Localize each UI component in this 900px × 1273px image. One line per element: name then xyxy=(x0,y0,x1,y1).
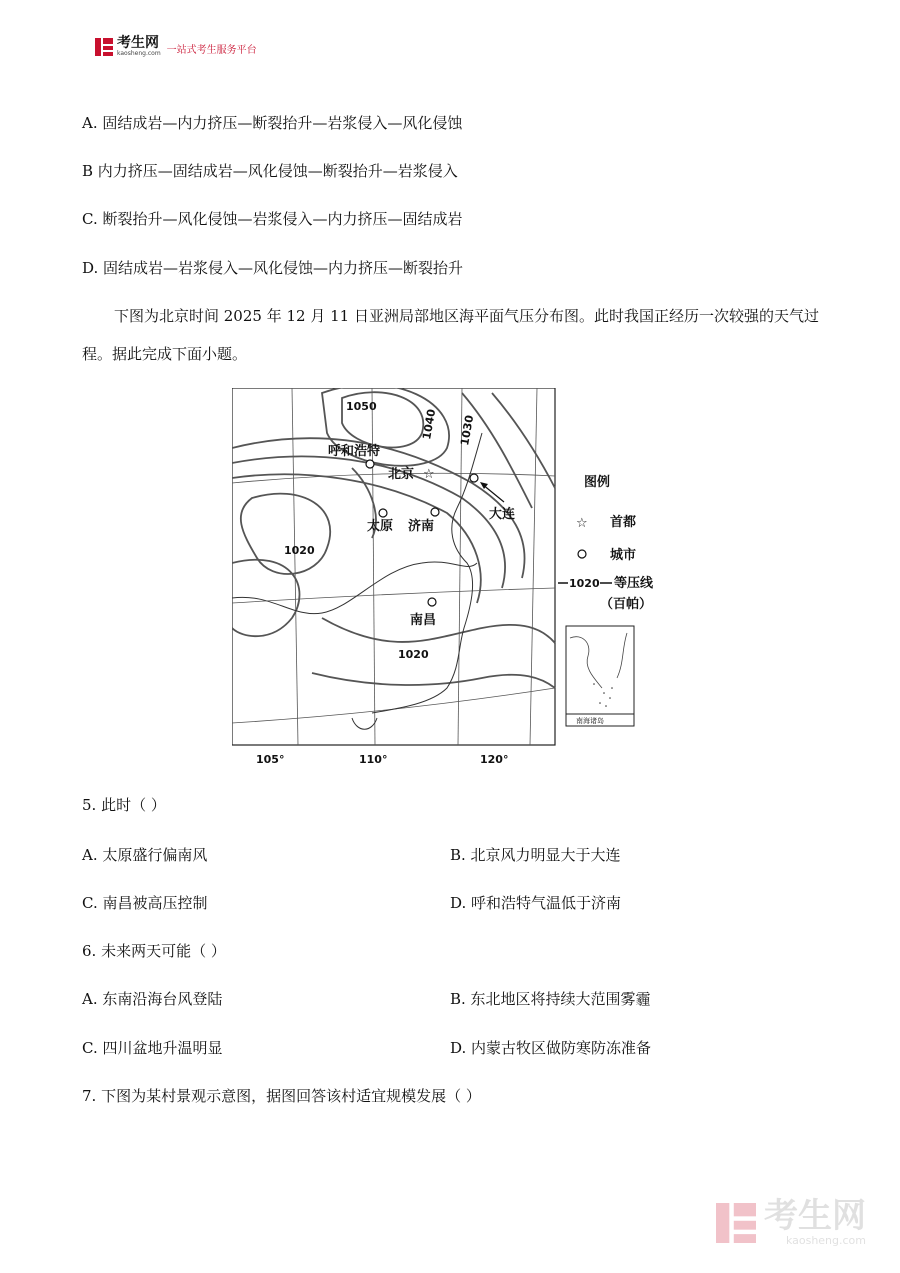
isobar-label-1030: 1030 xyxy=(458,414,477,447)
q6-option-b: B. 东北地区将持续大范围雾霾 xyxy=(450,990,651,1008)
prev-option-d: D. 固结成岩—岩浆侵入—风化侵蚀—内力挤压—断裂抬升 xyxy=(82,259,464,277)
q5-option-c: C. 南昌被高压控制 xyxy=(82,894,208,912)
q5-stem: 5. 此时（ ） xyxy=(82,796,166,814)
q6-stem: 6. 未来两天可能（ ） xyxy=(82,942,226,960)
legend-isobar-value: 1020 xyxy=(569,577,600,590)
logo xyxy=(117,36,161,57)
longitude-label-105: 105° xyxy=(256,753,285,766)
city-label-dalian: 大连 xyxy=(489,507,516,522)
isobar-label-1050: 1050 xyxy=(346,400,377,413)
map-legend xyxy=(558,474,654,612)
q6-option-c: C. 四川盆地升温明显 xyxy=(82,1039,223,1057)
legend-capital-label: 首都 xyxy=(610,515,637,530)
map-frame xyxy=(232,388,555,745)
q5-option-b: B. 北京风力明显大于大连 xyxy=(450,846,621,864)
q6-option-a: A. 东南沿海台风登陆 xyxy=(82,990,223,1008)
prev-option-b: B 内力挤压—固结成岩—风化侵蚀—断裂抬升—岩浆侵入 xyxy=(82,162,458,180)
q7-stem: 7. 下图为某村景观示意图，据图回答该村适宜规模发展（ ） xyxy=(82,1087,481,1105)
city-label-nanchang: 南昌 xyxy=(410,613,437,628)
legend-unit: （百帕） xyxy=(600,597,653,612)
watermark-text-block xyxy=(764,1198,866,1247)
inset-label: 南海诸岛 xyxy=(576,717,604,725)
city-label-beijing: 北京 xyxy=(388,467,415,482)
city-label-taiyuan: 太原 xyxy=(367,519,394,534)
isobar-label-1040: 1040 xyxy=(420,408,439,441)
q5-option-d: D. 呼和浩特气温低于济南 xyxy=(450,894,622,912)
legend-city-label: 城市 xyxy=(610,548,637,563)
q6-option-d: D. 内蒙古牧区做防寒防冻准备 xyxy=(450,1039,652,1057)
logo-text: 考生网 xyxy=(117,35,159,51)
legend-title: 图例 xyxy=(584,475,611,490)
capital-star-icon: ☆ xyxy=(423,467,435,482)
prev-option-a: A. 固结成岩—内力挤压—断裂抬升—岩浆侵入—风化侵蚀 xyxy=(82,114,463,132)
isobar-label-1020-west: 1020 xyxy=(284,544,315,557)
legend-capital-icon: ☆ xyxy=(576,516,588,531)
logo-sub: kaosheng.com xyxy=(117,50,161,57)
inset-map xyxy=(566,626,634,726)
isobar-label-1020-south: 1020 xyxy=(398,648,429,661)
prev-option-c: C. 断裂抬升—风化侵蚀—岩浆侵入—内力挤压—固结成岩 xyxy=(82,210,463,228)
watermark-sub: kaosheng.com xyxy=(785,1234,866,1247)
site-header xyxy=(95,36,257,57)
legend-isobar-label: 等压线 xyxy=(614,576,654,591)
q5-option-a: A. 太原盛行偏南风 xyxy=(82,846,208,864)
watermark-logo-icon xyxy=(716,1201,756,1245)
legend-city-icon xyxy=(578,550,586,558)
city-beijing xyxy=(388,466,435,482)
header-slogan: 一站式考生服务平台 xyxy=(166,45,257,56)
intro-paragraph: 下图为北京时间 2025 年 12 月 11 日亚洲局部地区海平面气压分布图。此时我国正经历一次较强的天气过程。据此完成下面小题。 xyxy=(82,307,819,363)
longitude-label-120: 120° xyxy=(480,753,509,766)
city-label-jinan: 济南 xyxy=(408,519,435,534)
watermark xyxy=(716,1198,866,1247)
city-label-hohhot: 呼和浩特 xyxy=(328,444,381,459)
watermark-text: 考生网 xyxy=(764,1196,866,1236)
logo-icon xyxy=(95,38,113,56)
longitude-label-110: 110° xyxy=(359,753,388,766)
pressure-map-figure xyxy=(232,388,672,773)
